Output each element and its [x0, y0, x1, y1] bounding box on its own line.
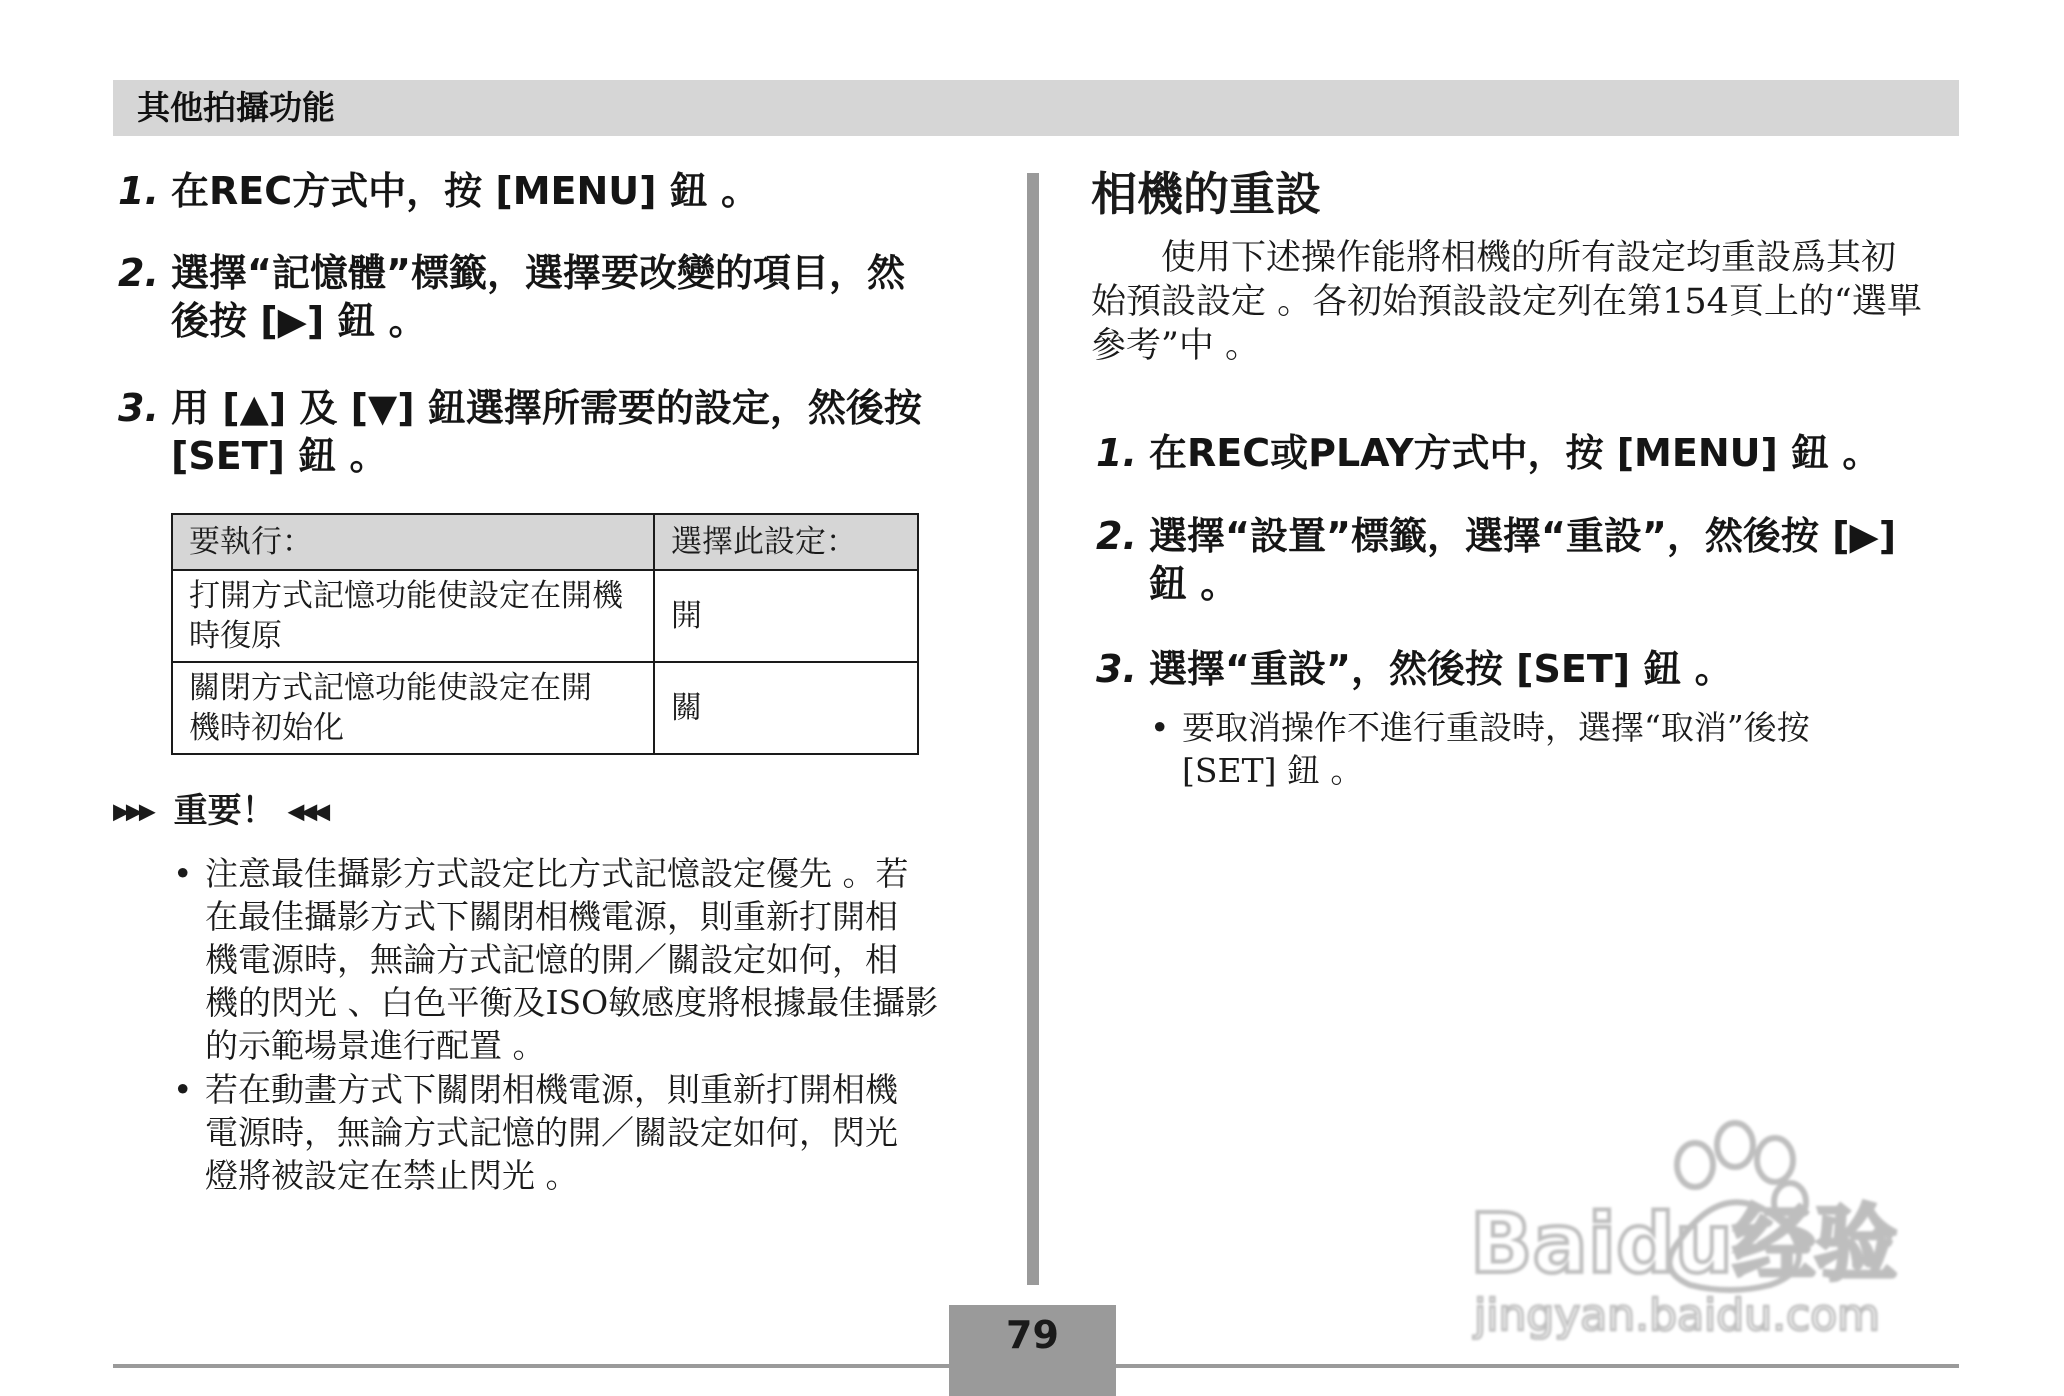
header-bar [113, 80, 1959, 136]
step-text-line: 用 [▲] 及 [▼] 鈕選擇所需要的設定，然後按 [171, 386, 922, 430]
list-item [1148, 706, 1810, 792]
triple-arrow-right-icon: ▶▶▶ [113, 799, 152, 825]
cell-line: 打開方式記憶功能使設定在開機 [189, 578, 623, 614]
table-row [172, 662, 918, 754]
step-number: 2. [1096, 514, 1137, 558]
watermark-url: jingyan.baidu.com [1474, 1290, 1881, 1340]
bullet-line: [SET] 鈕 。 [1182, 751, 1364, 790]
step-number: 3. [118, 386, 159, 430]
section-title: 相機的重設 [1091, 167, 1321, 221]
triple-arrow-left-icon: ◀◀◀ [287, 799, 327, 825]
important-heading [113, 786, 326, 836]
bullet-line: 燈將被設定在禁止閃光 。 [205, 1156, 579, 1195]
intro-line: 參考”中 。 [1091, 326, 1261, 366]
intro-line: 始預設設定 。各初始預設設定列在第154頁上的“選單 [1091, 282, 1922, 322]
step-number: 1. [118, 169, 159, 213]
bullet-line: 機的閃光 、白色平衡及ISO敏感度將根據最佳攝影 [205, 983, 939, 1022]
table-row [172, 570, 918, 662]
bullet-dot-icon: • [1150, 708, 1170, 747]
bullet-line: 在最佳攝影方式下關閉相機電源，則重新打開相 [205, 897, 898, 936]
reset-note [1148, 706, 1810, 793]
step-number: 3. [1096, 647, 1137, 691]
table-header-cell: 選擇此設定： [654, 514, 918, 570]
list-item [171, 852, 938, 1067]
step-text-line: 鈕 。 [1149, 562, 1239, 606]
bullet-dot-icon: • [173, 1070, 193, 1109]
bullet-line: 機電源時，無論方式記憶的開／關設定如何，相 [205, 940, 898, 979]
step-text-line: 在REC方式中，按 [MENU] 鈕 。 [171, 169, 759, 213]
step-text-line: 後按 [▶] 鈕 。 [171, 299, 427, 343]
step-text-line: [SET] 鈕 。 [171, 434, 388, 478]
step-number: 1. [1096, 431, 1137, 475]
bullet-dot-icon: • [173, 854, 193, 893]
bullet-line: 注意最佳攝影方式設定比方式記憶設定優先 。若 [205, 854, 909, 893]
bullet-line: 要取消操作不進行重設時，選擇“取消”後按 [1182, 708, 1810, 747]
settings-table [171, 513, 919, 755]
list-item [171, 1068, 938, 1197]
table-cell [172, 570, 654, 662]
step-number: 2. [118, 251, 159, 295]
cell-line: 機時初始化 [189, 710, 344, 746]
page-number: 79 [1006, 1313, 1059, 1357]
table-cell: 關 [654, 662, 918, 754]
page-number-box [949, 1305, 1116, 1396]
table-header-cell: 要執行： [172, 514, 654, 570]
watermark-brand: Baidu经验 [1470, 1197, 1898, 1292]
intro-line: 使用下述操作能將相機的所有設定均重設爲其初 [1091, 238, 1897, 278]
section-header-title: 其他拍攝功能 [137, 88, 335, 127]
column-divider [1027, 173, 1039, 1285]
table-cell: 開 [654, 570, 918, 662]
step-text-line: 選擇“重設”，然後按 [SET] 鈕 。 [1149, 647, 1733, 691]
important-label: 重要！ [173, 791, 276, 831]
bullet-line: 若在動畫方式下關閉相機電源，則重新打開相機 [205, 1070, 898, 1109]
step-text-line: 選擇“設置”標籤，選擇“重設”，然後按 [▶] [1149, 514, 1897, 558]
cell-line: 關閉方式記憶功能使設定在開 [189, 670, 592, 706]
baidu-jingyan-watermark-logo [1470, 1090, 1960, 1340]
cell-line: 時復原 [189, 618, 282, 654]
step-text-line: 選擇“記憶體”標籤，選擇要改變的項目，然 [171, 251, 905, 295]
intro-paragraph [1091, 236, 1922, 368]
table-cell [172, 662, 654, 754]
bullet-line: 的示範場景進行配置 。 [205, 1026, 546, 1065]
step-text-line: 在REC或PLAY方式中，按 [MENU] 鈕 。 [1149, 431, 1881, 475]
bullet-line: 電源時，無論方式記憶的開／關設定如何，閃光 [205, 1113, 898, 1152]
important-bullets [171, 852, 938, 1198]
table-header-row [172, 514, 918, 570]
